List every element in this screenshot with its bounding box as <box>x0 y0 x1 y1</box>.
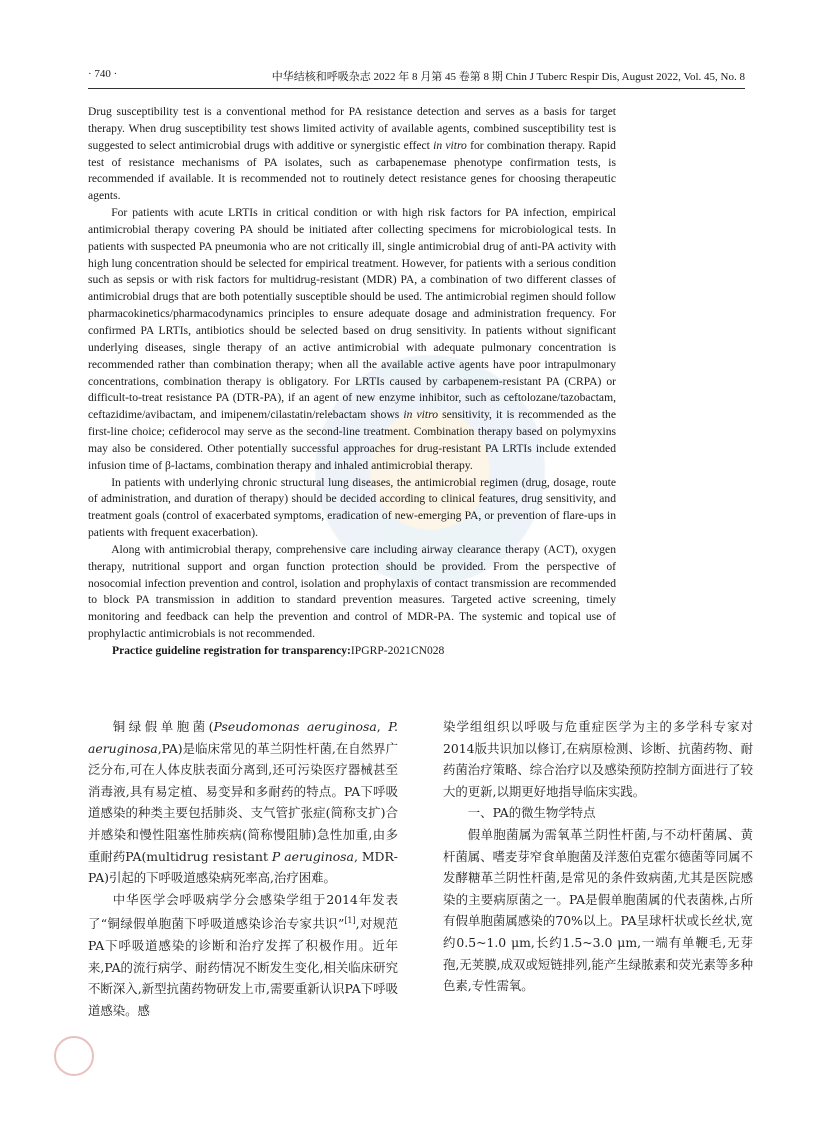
english-abstract <box>88 104 616 660</box>
body-paragraph: 染学组组织以呼吸与危重症医学为主的多学科专家对2014版共识加以修订,在病原检测、诊断、抗菌药物、耐药菌治疗策略、综合治疗以及感染预防控制方面进行了较大的更新,以期更好地指导临床实践。 <box>443 719 753 799</box>
reference-link[interactable]: [1] <box>344 916 356 926</box>
body-paragraph: 假单胞菌属为需氧革兰阴性杆菌,与不动杆菌属、黄杆菌属、嗜麦芽窄食单胞菌及洋葱伯克霍尔德菌等同属不发酵糖革兰阴性杆菌,是常见的条件致病菌,尤其是医院感染的主要病原菌之一。PA是假单胞菌属的代表菌株,占所有假单胞菌属感染的70%以上。PA呈球杆状或长丝状,宽约0.5~1.0 μm,长约1.5~3.0 μm,一端有单鞭毛,无芽孢,无荚膜,成双或短链排列,能产生绿脓素和荧光素等多种色素,专性需氧。 <box>443 826 753 994</box>
abstract-paragraph: Along with antimicrobial therapy, comprehensive care including airway clearance therapy (ACT), oxygen therapy, nutritional support and organ function protection should be provided. From the perspective of nosocomial infection prevention and control, isolation and prophylaxis of contact transmission are recommended to block PA transmission in addition to standard prevention measures. Targeted active screening, timely monitoring and feedback can help the prevention and control of MDR-PA. The systemic and topical use of prophylactic antimicrobials is not recommended. <box>88 542 616 641</box>
abstract-paragraph: For patients with acute LRTIs in critical condition or with high risk factors for PA infection, empirical antimicrobial therapy covering PA should be initiated after collecting specimens for microbiological tests. In patients with suspected PA pneumonia who are not critically ill, single antimicrobial drug of anti-PA activity with high lung concentration should be selected for empirical treatment. However, for patients with a serious condition such as sepsis or with risk factors for multidrug-resistant (MDR) PA, a combination of two different classes of antimicrobial drugs that are both potentially susceptible should be used. The antimicrobial regimen should follow pharmacokinetics/pharmacodynamics principles to ensure adequate dosage and administration frequency. For confirmed PA LRTIs, antibiotics should be selected based on drug sensitivity. In patients without significant underlying diseases, single therapy of an active antimicrobial with adequate pulmonary concentration is recommended rather than combination therapy; when all the available active agents have poor intrapulmonary concentrations, combination therapy is obligatory. For LRTIs caused by carbapenem-resistant PA (CRPA) or difficult-to-treat resistance PA (DTR-PA), if an agent of new enzyme inhibitor, such as ceftolozane/tazobactam, ceftazidime/avibactam, and imipenem/cilastatin/relebactam shows in vitro sensitivity, it is recommended as the first-line choice; cefiderocol may serve as the second-line treatment. Combination therapy based on polymyxins may also be considered. Other potentially successful approaches for drug-resistant PA LRTIs include extended infusion time of β-lactams, combination therapy and inhaled antimicrobial therapy. <box>88 206 616 472</box>
journal-citation: 中华结核和呼吸杂志 2022 年 8 月第 45 卷第 8 期 Chin J Tuberc Respir Dis, August 2022, Vol. 45, No. 8 <box>271 71 745 83</box>
left-column <box>88 716 398 1021</box>
body-paragraph: 中华医学会呼吸病学分会感染学组于2014年发表了“铜绿假单胞菌下呼吸道感染诊治专家共识”[1],对规范PA下呼吸道感染的诊断和治疗发挥了积极作用。近年来,PA的流行病学、耐药情况不断发生变化,相关临床研究不断深入,新型抗菌药物研发上市,需要重新认识PA下呼吸道感染。感 <box>88 891 398 1018</box>
page-number: · 740 · <box>88 68 118 80</box>
section-heading: 一、PA的微生物学特点 <box>467 805 596 821</box>
header-rule <box>88 88 745 89</box>
abstract-paragraph: Drug susceptibility test is a conventional method for PA resistance detection and serves as a basis for target therapy. When drug susceptibility test shows limited activity of available agents, combined susceptibility test is suggested to select antimicrobial drugs with additive or synergistic effect in vitro for combination therapy. Rapid test of resistance mechanisms of PA isolates, such as carbapenemase phenotype confirmation tests, is recommended if available. It is recommended not to routinely detect resistance genes for choosing therapeutic agents. <box>88 105 616 203</box>
body-paragraph: 铜绿假单胞菌(Pseudomonas aeruginosa, P. aeruginosa,PA)是临床常见的革兰阴性杆菌,在自然界广泛分布,可在人体皮肤表面分离到,还可污染医疗器械甚至消毒液,具有易定植、易变异和多耐药的特点。PA下呼吸道感染的种类主要包括肺炎、支气管扩张症(简称支扩)合并感染和慢性阻塞性肺疾病(简称慢阻肺)急性加重,由多重耐药PA(multidrug resistant P aeruginosa, MDR-PA)引起的下呼吸道感染病死率高,治疗困难。 <box>88 719 398 886</box>
publisher-logo-icon <box>54 1036 94 1076</box>
abstract-paragraph: In patients with underlying chronic structural lung diseases, the antimicrobial regimen (drug, dosage, route of administration, and duration of therapy) should be decided according to clinical features, drug sensitivity, and treatment goals (control of exacerbated symptoms, eradication of new-emerging PA, or prevention of flare-ups in patients with frequent exacerbation). <box>88 475 616 540</box>
registration-line: Practice guideline registration for transparency:IPGRP-2021CN028 <box>112 644 445 657</box>
page-header <box>88 66 745 86</box>
right-column <box>443 716 753 997</box>
